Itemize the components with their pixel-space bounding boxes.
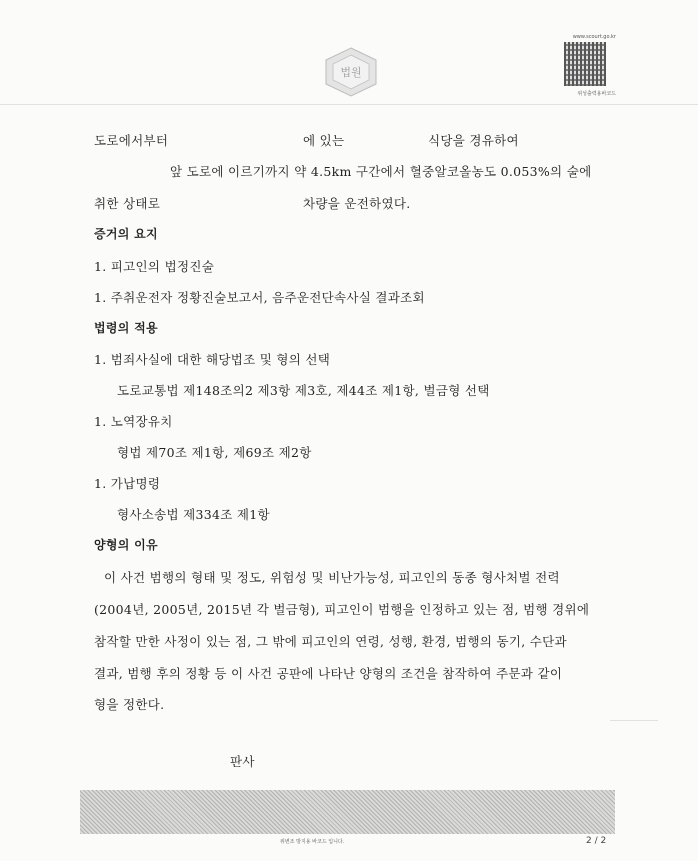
bleed-through-mark bbox=[230, 4, 310, 26]
body-line-1-c: 식당을 경유하여 bbox=[428, 133, 519, 148]
law-item-2-detail: 형법 제70조 제1항, 제69조 제2항 bbox=[117, 445, 312, 460]
law-item-3-detail: 형사소송법 제334조 제1항 bbox=[117, 507, 270, 522]
body-line-3-b: 차량을 운전하였다. bbox=[303, 196, 411, 211]
reason-line-2: (2004년, 2005년, 2015년 각 벌금형), 피고인이 범행을 인정하고 있는 점, 범행 경위에 bbox=[94, 602, 590, 617]
barcode-caption: 위변조 방지용 바코드 입니다. bbox=[280, 839, 345, 845]
reason-line-1: 이 사건 범행의 형태 및 정도, 위험성 및 비난가능성, 피고인의 동종 형사처벌 전력 bbox=[104, 570, 560, 585]
court-seal-icon bbox=[320, 46, 382, 98]
evidence-item-2: 1. 주취운전자 정황진술보고서, 음주운전단속사실 결과조회 bbox=[94, 290, 425, 305]
law-heading: 법령의 적용 bbox=[94, 321, 158, 335]
judge-label: 판사 bbox=[230, 754, 255, 769]
body-line-1-b: 에 있는 bbox=[303, 133, 345, 148]
page-number: 2 / 2 bbox=[586, 836, 607, 846]
body-line-2: 앞 도로에 이르기까지 약 4.5km 구간에서 혈중알코올농도 0.053%의 술에 bbox=[170, 164, 592, 179]
seal-text: 법원 bbox=[340, 66, 362, 79]
header-divider bbox=[0, 104, 698, 105]
anti-forgery-barcode-icon bbox=[80, 790, 615, 834]
body-line-1-a: 도로에서부터 bbox=[94, 133, 169, 148]
law-item-3: 1. 가납명령 bbox=[94, 476, 161, 491]
reason-line-5: 형을 정한다. bbox=[94, 697, 165, 712]
evidence-item-1: 1. 피고인의 법정진술 bbox=[94, 259, 215, 274]
reason-heading: 양형의 이유 bbox=[94, 538, 158, 552]
law-item-2: 1. 노역장유치 bbox=[94, 414, 173, 429]
qr-url: www.scourt.go.kr bbox=[572, 34, 616, 40]
evidence-heading: 증거의 요지 bbox=[94, 227, 158, 241]
law-item-1: 1. 범죄사실에 대한 해당법조 및 형의 선택 bbox=[94, 352, 331, 367]
qr-caption: 위성출력용바코드 bbox=[577, 91, 616, 97]
law-item-1-detail: 도로교통법 제148조의2 제3항 제3호, 제44조 제1항, 벌금형 선택 bbox=[117, 383, 490, 398]
margin-mark bbox=[610, 720, 658, 721]
qr-code-icon bbox=[564, 42, 606, 86]
body-line-3-a: 취한 상태로 bbox=[94, 196, 161, 211]
reason-line-4: 결과, 범행 후의 정황 등 이 사건 공판에 나타난 양형의 조건을 참작하여 주문과 같이 bbox=[94, 666, 563, 681]
reason-line-3: 참작할 만한 사정이 있는 점, 그 밖에 피고인의 연령, 성행, 환경, 범행의 동기, 수단과 bbox=[94, 634, 567, 649]
